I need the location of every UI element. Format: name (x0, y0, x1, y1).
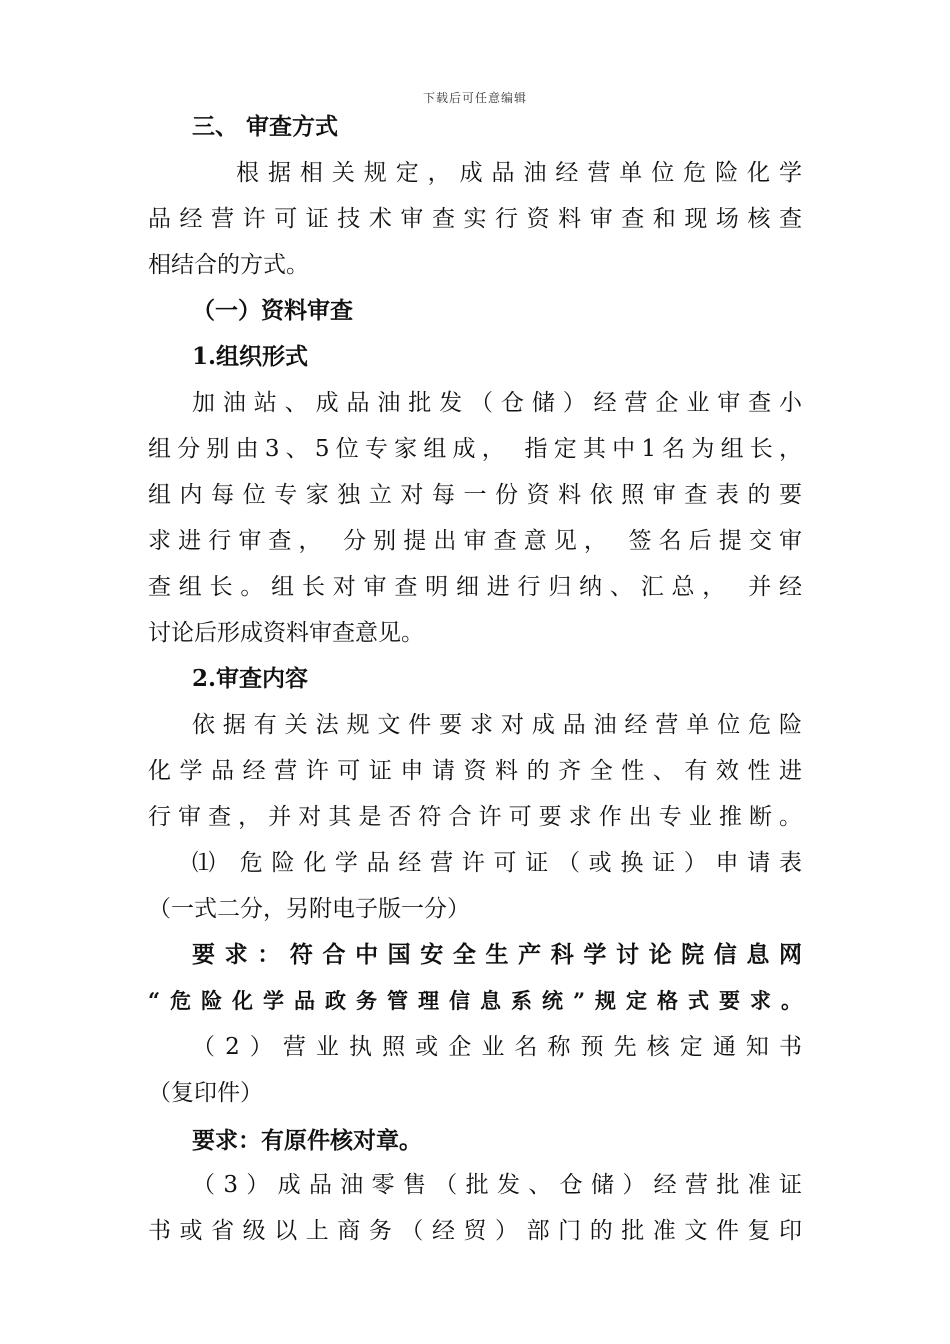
requirement-line: “危险化学品政务管理信息系统”规定格式要求。 (148, 988, 802, 1013)
paragraph-line: 求进行审查， 分别提出审查意见， 签名后提交审 (148, 528, 802, 554)
requirement-line (192, 939, 802, 971)
requirement-text: 有原件核对章。 (261, 1127, 422, 1154)
document-item: （一式二分，另附电子版一分） (148, 896, 470, 922)
requirement-label: 要求： (192, 1127, 261, 1154)
requirement-label: 要求： (192, 941, 290, 968)
requirement-line (192, 1125, 846, 1157)
paragraph-line: 查组长。组长对审查明细进行归纳、汇总， 并经 (148, 574, 802, 600)
paragraph-line: 根据相关规定，成品油经营单位危险化学 (236, 160, 802, 186)
document-item: （3）成品油零售（批发、仓储）经营批准证 (192, 1172, 802, 1198)
paragraph-line: 依据有关法规文件要求对成品油经营单位危险 (192, 712, 802, 738)
paragraph-line: 相结合的方式。 (148, 252, 309, 278)
paragraph-line: 组分别由3、5位专家组成， 指定其中1名为组长， (148, 436, 802, 462)
paragraph-line: 讨论后形成资料审查意见。 (148, 620, 424, 646)
section-heading: 三、 审查方式 (192, 113, 339, 140)
item-heading: 2.审查内容 (192, 665, 309, 692)
paragraph-line: 品经营许可证技术审查实行资料审查和现场核查 (148, 206, 802, 232)
requirement-text: 符合中国安全生产科学讨论院信息网 (289, 941, 802, 968)
document-item: （2）营业执照或企业名称预先核定通知书 (192, 1034, 802, 1060)
paragraph-line: 行审查，并对其是否符合许可要求作出专业推断。 (148, 804, 802, 830)
document-item: 书或省级以上商务（经贸）部门的批准文件复印 (148, 1218, 802, 1244)
paragraph-line: 化学品经营许可证申请资料的齐全性、有效性进 (148, 758, 802, 784)
document-item: （复印件） (148, 1080, 263, 1106)
document-item: ⑴ 危险化学品经营许可证（或换证）申请表 (192, 850, 802, 876)
paragraph-line: 组内每位专家独立对每一份资料依照审查表的要 (148, 482, 802, 508)
page-header: 下载后可任意编辑 (422, 91, 527, 105)
item-heading: 1.组织形式 (192, 343, 309, 370)
subsection-heading: （一）资料审查 (192, 297, 353, 324)
paragraph-line: 加油站、成品油批发（仓储）经营企业审查小 (192, 390, 802, 416)
